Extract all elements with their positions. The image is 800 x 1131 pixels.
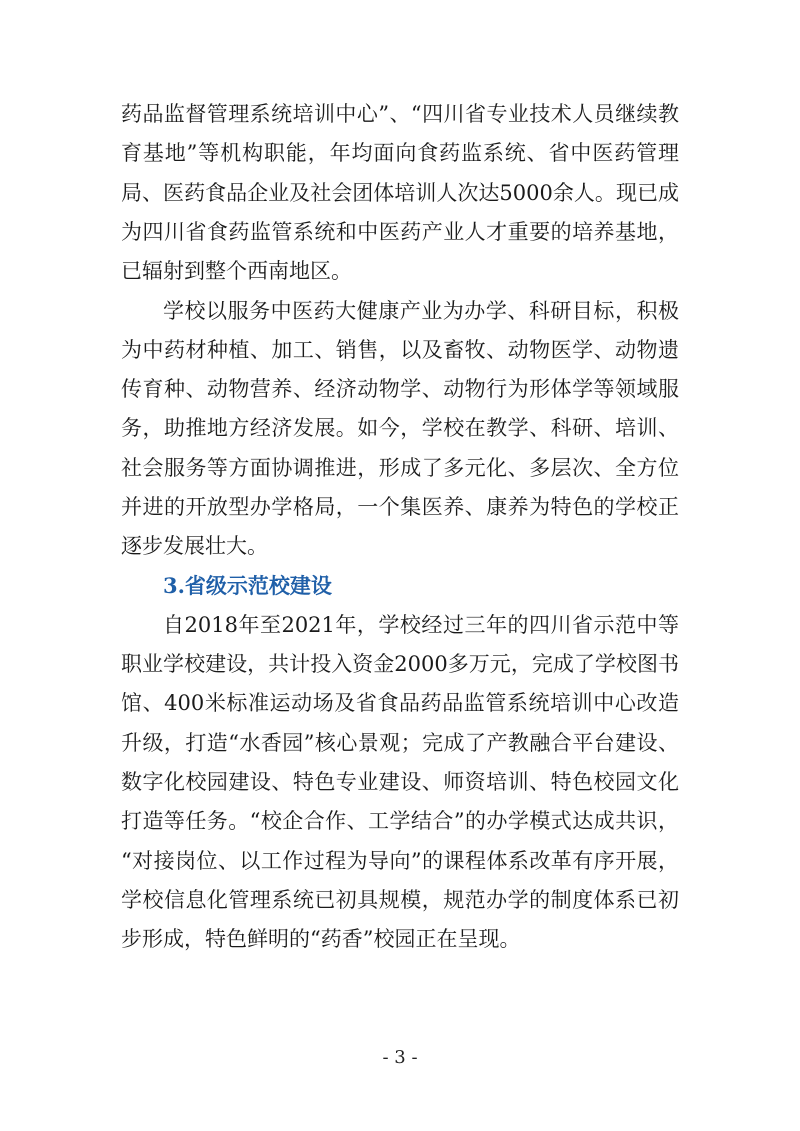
section-heading: 3.省级示范校建设 (163, 573, 332, 598)
text-line: 局、医药食品企业及社会团体培训人次达5000余人。现已成 (121, 181, 679, 205)
text-line: 育基地”等机构职能，年均面向食药监系统、省中医药管理 (121, 141, 679, 165)
text-line: “对接岗位、以工作过程为导向”的课程体系改革有序开展， (121, 849, 679, 873)
text-line: 逐步发展壮大。 (121, 534, 268, 558)
text-line: 并进的开放型办学格局，一个集医养、康养为特色的学校正 (121, 495, 679, 519)
text-line: 自2018年至2021年，学校经过三年的四川省示范中等 (163, 613, 679, 637)
text-line: 升级，打造“水香园”核心景观；完成了产教融合平台建设、 (121, 731, 679, 755)
text-line: 学校以服务中医药大健康产业为办学、科研目标，积极 (163, 299, 679, 323)
text-line: 务，助推地方经济发展。如今，学校在教学、科研、培训、 (121, 416, 679, 440)
text-line: 步形成，特色鲜明的“药香”校园正在呈现。 (121, 927, 521, 951)
text-line: 社会服务等方面协调推进，形成了多元化、多层次、全方位 (121, 456, 679, 480)
text-line: 职业学校建设，共计投入资金2000多万元，完成了学校图书 (121, 652, 679, 676)
text-line: 学校信息化管理系统已初具规模，规范办学的制度体系已初 (121, 888, 679, 912)
text-line: 为四川省食药监管系统和中医药产业人才重要的培养基地， (121, 220, 679, 244)
text-line: 为中药材种植、加工、销售，以及畜牧、动物医学、动物遗 (121, 338, 679, 362)
text-line: 打造等任务。“校企合作、工学结合”的办学模式达成共识， (121, 809, 679, 833)
text-line: 药品监督管理系统培训中心”、“四川省专业技术人员继续教 (121, 102, 679, 126)
text-line: 已辐射到整个西南地区。 (121, 259, 352, 283)
text-line: 传育种、动物营养、经济动物学、动物行为形体学等领域服 (121, 377, 679, 401)
text-line: 数字化校园建设、特色专业建设、师资培训、特色校园文化 (121, 770, 679, 794)
page-number: - 3 - (382, 1047, 418, 1068)
text-line: 馆、400米标准运动场及省食品药品监管系统培训中心改造 (121, 691, 679, 715)
